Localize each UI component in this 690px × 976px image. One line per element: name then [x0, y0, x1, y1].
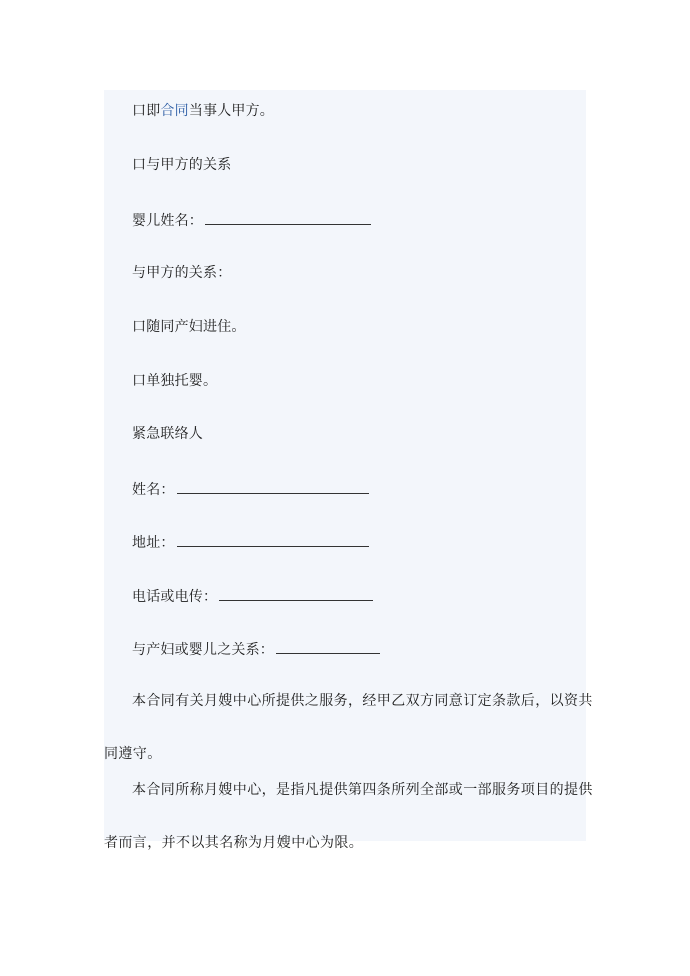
party-a-line [132, 102, 274, 120]
relation-to-party-a-checkbox-line: 口与甲方的关系 [132, 157, 232, 173]
paragraph-line: 者而言，并不以其名称为月嫂中心为限。 [104, 835, 364, 851]
party-a-suffix: 当事人甲方。 [188, 103, 275, 119]
contract-link[interactable]: 合同 [160, 103, 189, 119]
contact-address-field-line [132, 532, 369, 552]
service-agreement-paragraph [104, 692, 593, 763]
contact-name-label: 姓名： [132, 482, 175, 498]
alone-option: 口单独托婴。 [132, 373, 218, 389]
paragraph-line: 本合同所称月嫂中心，是指凡提供第四条所列全部或一部服务项目的提供 [132, 782, 593, 798]
center-definition-paragraph [104, 781, 593, 852]
contact-name-field-line [132, 479, 369, 499]
contact-name-blank [177, 479, 369, 494]
contact-phone-field-line [132, 586, 373, 606]
contact-phone-blank [219, 586, 373, 601]
paragraph-line: 同遵守。 [104, 746, 162, 762]
contact-phone-label: 电话或电传： [132, 589, 218, 605]
party-a-prefix: 口即 [132, 103, 161, 119]
contact-address-label: 地址： [132, 535, 175, 551]
baby-name-label: 婴儿姓名： [132, 213, 203, 229]
relation-label: 与甲方的关系： [132, 265, 232, 281]
baby-name-blank [205, 210, 371, 225]
baby-name-field-line [132, 210, 371, 230]
contact-relation-label: 与产妇或婴儿之关系： [132, 642, 274, 658]
emergency-contact-heading: 紧急联络人 [132, 426, 203, 442]
contact-relation-blank [276, 639, 380, 654]
accompany-option: 口随同产妇进住。 [132, 319, 246, 335]
paragraph-line: 本合同有关月嫂中心所提供之服务，经甲乙双方同意订定条款后，以资共 [132, 693, 593, 709]
contact-relation-field-line [132, 639, 380, 659]
contact-address-blank [177, 532, 369, 547]
